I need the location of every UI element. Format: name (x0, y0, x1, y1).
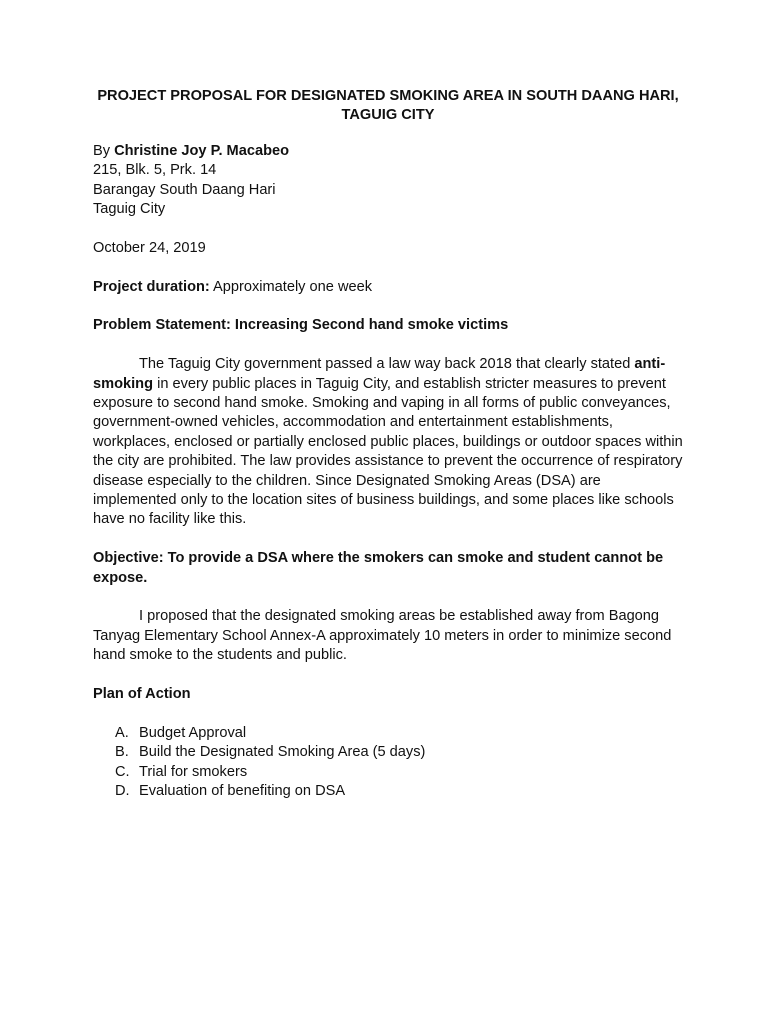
problem-heading: Problem Statement: Increasing Second hand smoke victims (93, 317, 509, 334)
duration-value: Approximately one week (213, 278, 373, 295)
plan-item-letter: C. (115, 763, 130, 780)
document-title: PROJECT PROPOSAL FOR DESIGNATED SMOKING AREA IN SOUTH DAANG HARI, TAGUIG CITY (97, 88, 679, 124)
plan-item-text: Budget Approval (139, 724, 247, 741)
author-line (93, 142, 683, 161)
by-label: By (93, 142, 111, 159)
project-duration (93, 278, 683, 297)
duration-label: Project duration: (93, 278, 210, 295)
address-line: 215, Blk. 5, Prk. 14 (93, 162, 217, 179)
objective-paragraph: I proposed that the designated smoking areas be established away from Bagong Tanyag Elementary School Annex-A approximately 10 meters in order to minimize second hand smoke to the students and public. (93, 608, 672, 664)
plan-item (115, 782, 683, 801)
problem-bold-term: anti-smoking (93, 356, 666, 392)
plan-item-text: Build the Designated Smoking Area (5 days) (139, 744, 426, 761)
plan-heading: Plan of Action (93, 686, 191, 703)
address-line: Barangay South Daang Hari (93, 181, 276, 198)
plan-list (93, 724, 683, 802)
plan-item-letter: D. (115, 783, 130, 800)
objective-heading: Objective: To provide a DSA where the smokers can smoke and student cannot be expose. (93, 550, 664, 586)
plan-item-letter: A. (115, 724, 129, 741)
address-line: Taguig City (93, 201, 166, 218)
problem-text-start: The Taguig City government passed a law way back 2018 that clearly stated (139, 356, 631, 373)
document-body (93, 87, 683, 802)
author-block (93, 142, 683, 220)
plan-item-text: Evaluation of benefiting on DSA (139, 783, 346, 800)
problem-text-end: in every public places in Taguig City, and establish stricter measures to prevent exposure to second hand smoke. Smoking and vaping in all forms of public conveyances, government-owned vehicles, accommodation and entertainment establishments, workplaces, enclosed or partially enclosed public places, buildings or outdoor spaces within the city are prohibited. The law provides assistance to prevent the occurrence of respiratory disease especially to the children. Since Designated Smoking Areas (DSA) are implemented only to the location sites of business buildings, and some places like schools have no facility like this. (93, 375, 683, 528)
plan-item (115, 743, 683, 762)
plan-item-text: Trial for smokers (139, 763, 248, 780)
author-name: Christine Joy P. Macabeo (114, 142, 290, 159)
plan-item (115, 724, 683, 743)
problem-paragraph (93, 355, 683, 530)
plan-item (115, 763, 683, 782)
document-date: October 24, 2019 (93, 239, 206, 256)
plan-item-letter: B. (115, 744, 129, 761)
